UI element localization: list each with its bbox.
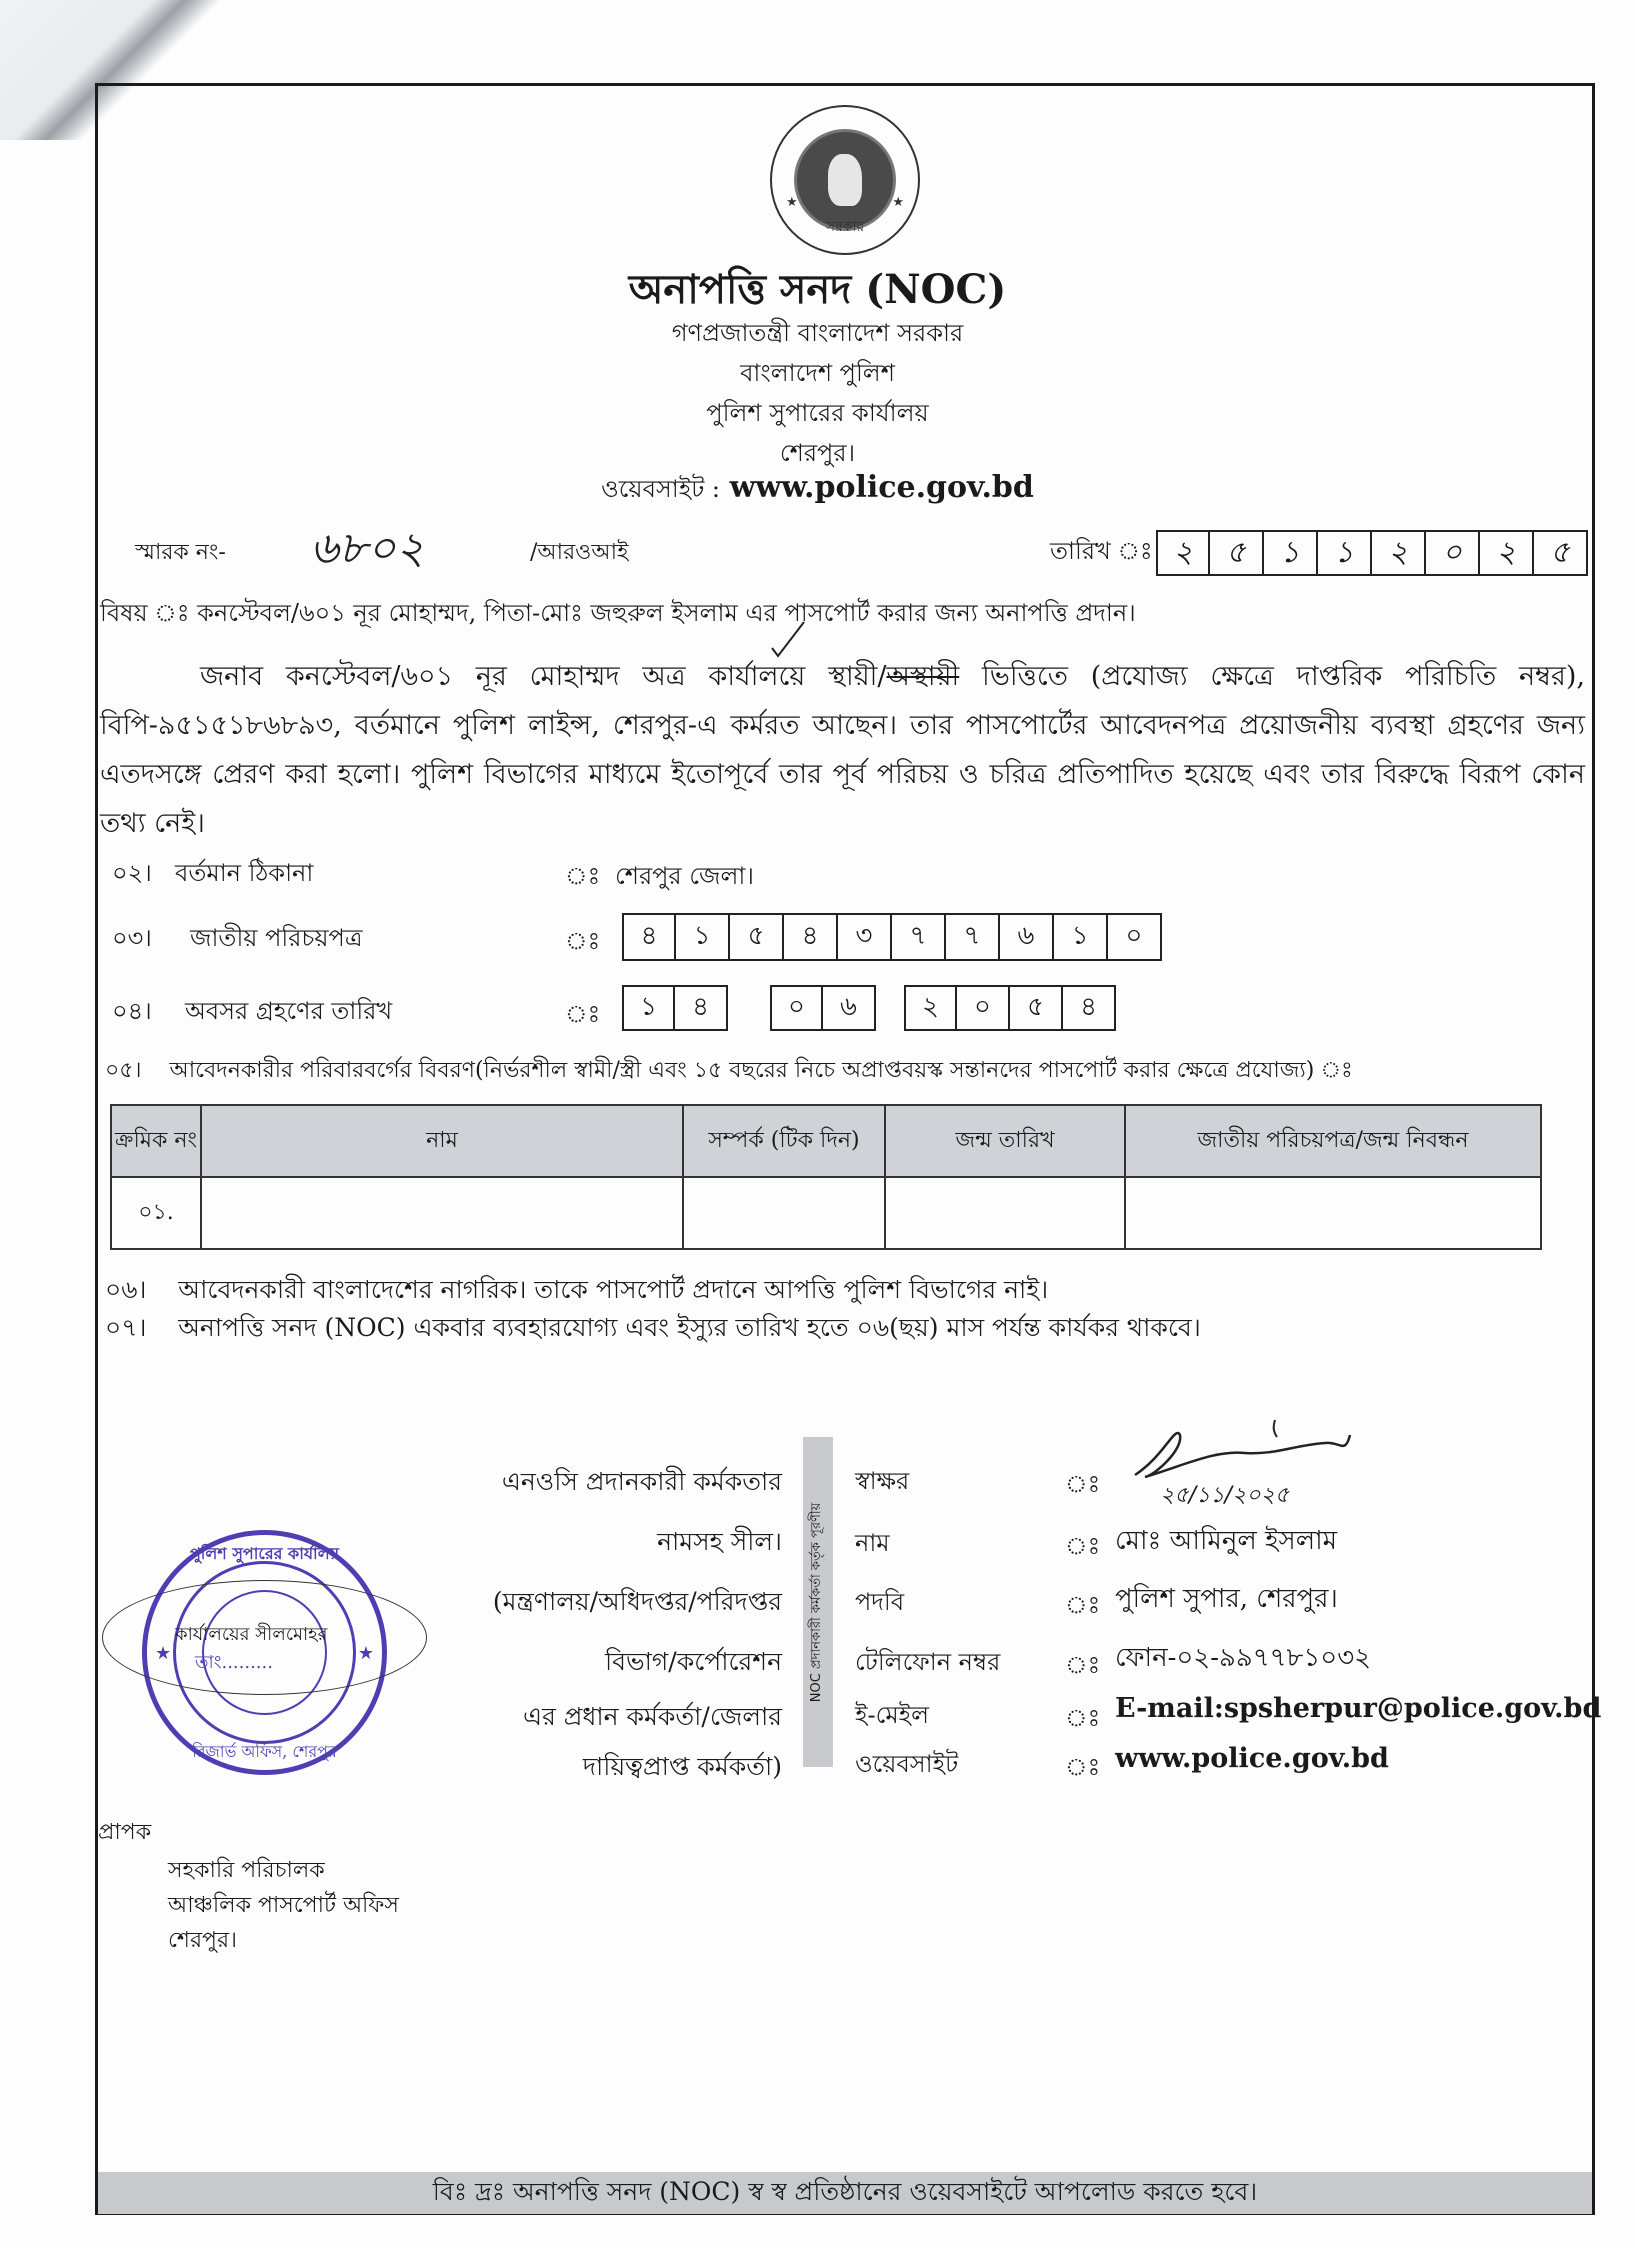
officer-left-line: বিভাগ/কর্পোরেশন xyxy=(604,1647,782,1676)
col-birthdate: জন্ম তারিখ xyxy=(885,1105,1125,1177)
body-paragraph xyxy=(100,652,1585,848)
date-digit: ২ xyxy=(1372,530,1426,576)
option-separator: / xyxy=(877,661,887,692)
col-nid-birthreg: জাতীয় পরিচয়পত্র/জন্ম নিবন্ধন xyxy=(1125,1105,1541,1177)
recipient-line: সহকারি পরিচালক xyxy=(168,1858,325,1883)
officer-website[interactable]: www.police.gov.bd xyxy=(1115,1743,1389,1774)
officer-left-line: (মন্ত্রণালয়/অধিদপ্তর/পরিদপ্তর xyxy=(492,1587,782,1616)
nid-digit: ০ xyxy=(1108,913,1162,961)
item-validity xyxy=(105,1308,1201,1351)
date-digit: ২ xyxy=(1156,530,1210,576)
nid-digit: ১ xyxy=(676,913,730,961)
officer-email[interactable]: E-mail:spsherpur@police.gov.bd xyxy=(1115,1693,1602,1724)
nid-digit: ৩ xyxy=(838,913,892,961)
body-part2: ভিত্তিতে (প্রযোজ্য ক্ষেত্রে দাপ্তরিক পরিচিতি নম্বর), বিপি-৯৫১৫১৮৬৮৯৩, বর্তমানে পুলিশ লাইন্স, শেরপুর-এ কর্মরত আছেন। তার পাসপোর্টের আবেদনপত্র প্রয়োজনীয় ব্যবস্থা গ্রহণের জন্য এতদসঙ্গে প্রেরণ করা হলো। পুলিশ বিভাগের মাধ্যমে ইতোপূর্বে তার পূর্ব পরিচয় ও চরিত্র প্রতিপাদিত হয়েছে এবং তার বিরুদ্ধে বিরূপ কোন তথ্য নেই। xyxy=(100,661,1585,839)
website-link[interactable]: www.police.gov.bd xyxy=(729,470,1034,505)
family-num: ০৫। xyxy=(105,1058,142,1083)
col-name: নাম xyxy=(201,1105,683,1177)
retirement-month-digit: ৬ xyxy=(823,985,876,1031)
field-colon: ঃ xyxy=(1065,1470,1101,1498)
nid-digit: ৫ xyxy=(730,913,784,961)
recipient-line: শেরপুর। xyxy=(168,1928,237,1953)
cell-birthdate xyxy=(885,1177,1125,1249)
validity-num: ০৭। xyxy=(105,1313,147,1342)
header-police: বাংলাদেশ পুলিশ xyxy=(740,359,895,387)
date-digit: ১ xyxy=(1318,530,1372,576)
cell-serial: ০১. xyxy=(111,1177,201,1249)
cell-name xyxy=(201,1177,683,1249)
date-digit: ৫ xyxy=(1534,530,1588,576)
field-label-email: ই-মেইল xyxy=(855,1701,930,1729)
nid-digit: ৬ xyxy=(1000,913,1054,961)
seal-top-text: পুলিশ সুপারের কার্যালয় xyxy=(189,1544,340,1563)
nid-digit: ৪ xyxy=(784,913,838,961)
retirement-colon: ঃ xyxy=(565,1000,601,1028)
date-digit: ১ xyxy=(1264,530,1318,576)
officer-left-line: এনওসি প্রদানকারী কর্মকতার xyxy=(501,1467,782,1496)
nid-label: জাতীয় পরিচয়পত্র xyxy=(190,924,363,952)
vertical-strip xyxy=(803,1437,833,1767)
item-citizen xyxy=(105,1270,1048,1313)
address-colon: ঃ xyxy=(565,862,601,890)
address-num: ০২। xyxy=(112,859,152,887)
seal-caption: কার্যালয়ের সীলমোহর xyxy=(175,1624,328,1645)
seal-date: তাং......... xyxy=(195,1652,273,1673)
memo-number: ৬৮০২ xyxy=(310,523,425,574)
nid-digit: ৪ xyxy=(622,913,676,961)
government-emblem xyxy=(770,105,920,255)
footer-note-text: বিঃ দ্রঃ অনাপত্তি সনদ (NOC) স্ব স্ব প্রতিষ্ঠানের ওয়েবসাইটে আপলোড করতে হবে। xyxy=(432,2176,1258,2206)
issue-date-boxes xyxy=(1156,530,1588,576)
field-label-designation: পদবি xyxy=(855,1588,905,1616)
website-label: ওয়েবসাইট : xyxy=(601,475,721,503)
officer-name: মোঃ আমিনুল ইসলাম xyxy=(1115,1526,1338,1556)
field-colon: ঃ xyxy=(1065,1704,1101,1732)
field-label-phone: টেলিফোন নম্বর xyxy=(855,1648,1001,1676)
star-icon: ★ xyxy=(155,1643,172,1664)
family-table xyxy=(110,1104,1542,1250)
table-row xyxy=(111,1177,1541,1249)
col-relation: সম্পর্ক (টিক দিন) xyxy=(683,1105,885,1177)
retirement-day-digit: ১ xyxy=(622,985,675,1031)
recipient-line: আঞ্চলিক পাসপোর্ট অফিস xyxy=(168,1893,399,1918)
officer-left-line: দায়িত্বপ্রাপ্ত কর্মকর্তা) xyxy=(582,1752,782,1781)
cell-relation xyxy=(683,1177,885,1249)
header-office: পুলিশ সুপারের কার্যালয় xyxy=(706,399,929,427)
officer-phone: ফোন-০২-৯৯৭৭৮১০৩২ xyxy=(1115,1643,1371,1673)
retirement-label: অবসর গ্রহণের তারিখ xyxy=(185,997,393,1025)
field-label-name: নাম xyxy=(855,1529,890,1557)
vertical-strip-text: NOC প্রদানকারী কর্মকর্তা কর্তৃক পূরণীয় xyxy=(809,1502,825,1702)
star-icon: ★ xyxy=(786,195,798,210)
retirement-num: ০৪। xyxy=(112,997,152,1025)
nid-colon: ঃ xyxy=(565,927,601,955)
retirement-day-digit: ৪ xyxy=(675,985,728,1031)
validity-text: অনাপত্তি সনদ (NOC) একবার ব্যবহারযোগ্য এবং ইস্যুর তারিখ হতে ০৬(ছয়) মাস পর্যন্ত কার্যকর থাকবে। xyxy=(178,1313,1201,1342)
header-government: গণপ্রজাতন্ত্রী বাংলাদেশ সরকার xyxy=(671,319,964,347)
field-colon: ঃ xyxy=(1065,1651,1101,1679)
memo-label: স্মারক নং- xyxy=(135,540,226,565)
permanent-option: স্থায়ী xyxy=(828,661,878,692)
subject-line: বিষয় ঃ কনস্টেবল/৬০১ নূর মোহাম্মদ, পিতা-মোঃ জহুরুল ইসলাম এর পাসপোর্ট করার জন্য অনাপত্তি প্রদান। xyxy=(100,599,1136,627)
retirement-year-boxes xyxy=(904,985,1116,1031)
field-label-website: ওয়েবসাইট xyxy=(855,1750,959,1778)
recipient-heading: প্রাপক xyxy=(98,1820,152,1845)
field-colon: ঃ xyxy=(1065,1753,1101,1781)
retirement-month-boxes xyxy=(770,985,876,1031)
col-serial: ক্রমিক নং xyxy=(111,1105,201,1177)
retirement-day-boxes xyxy=(622,985,728,1031)
retirement-year-digit: ০ xyxy=(957,985,1010,1031)
officer-left-line: নামসহ সীল। xyxy=(657,1527,782,1556)
header-website xyxy=(0,470,1635,511)
memo-suffix: /আরওআই xyxy=(530,540,629,565)
field-label-signature: স্বাক্ষর xyxy=(855,1467,910,1495)
nid-digit: ৭ xyxy=(946,913,1000,961)
document-title: অনাপত্তি সনদ (NOC) xyxy=(628,266,1007,313)
field-colon: ঃ xyxy=(1065,1591,1101,1619)
date-label: তারিখ ঃ xyxy=(1050,537,1153,565)
nid-num: ০৩। xyxy=(112,924,152,952)
footer-note xyxy=(98,2172,1592,2214)
retirement-year-digit: ২ xyxy=(904,985,957,1031)
seal-bottom-text: রিজার্ভ অফিস, শেরপুর xyxy=(192,1742,337,1761)
retirement-year-digit: ৪ xyxy=(1063,985,1116,1031)
family-heading xyxy=(105,1053,1353,1090)
star-icon: ★ xyxy=(892,195,904,210)
nid-digit: ১ xyxy=(1054,913,1108,961)
family-text: আবেদনকারীর পরিবারবর্গের বিবরণ(নির্ভরশীল স্বামী/স্ত্রী এবং ১৫ বছরের নিচে অপ্রাপ্তবয়স্ক সন্তানদের পাসপোর্ট করার ক্ষেত্রে প্রযোজ্য) ঃ xyxy=(169,1058,1353,1083)
cell-nid xyxy=(1125,1177,1541,1249)
address-value: শেরপুর জেলা। xyxy=(615,862,754,890)
officer-designation: পুলিশ সুপার, শেরপুর। xyxy=(1115,1584,1338,1614)
date-digit: ২ xyxy=(1480,530,1534,576)
address-label: বর্তমান ঠিকানা xyxy=(175,859,314,887)
retirement-year-digit: ৫ xyxy=(1010,985,1063,1031)
star-icon: ★ xyxy=(357,1643,374,1664)
date-digit: ৫ xyxy=(1210,530,1264,576)
field-colon: ঃ xyxy=(1065,1532,1101,1560)
body-part1: জনাব কনস্টেবল/৬০১ নূর মোহাম্মদ অত্র কার্যালয়ে xyxy=(200,661,829,692)
temporary-option-struck: অস্থায়ী xyxy=(886,661,960,692)
citizen-num: ০৬। xyxy=(105,1275,147,1304)
nid-boxes xyxy=(622,913,1162,961)
nid-digit: ৭ xyxy=(892,913,946,961)
retirement-month-digit: ০ xyxy=(770,985,823,1031)
citizen-text: আবেদনকারী বাংলাদেশের নাগরিক। তাকে পাসপোর্ট প্রদানে আপত্তি পুলিশ বিভাগের নাই। xyxy=(178,1275,1049,1304)
family-table-header xyxy=(111,1105,1541,1177)
header-district: শেরপুর। xyxy=(779,439,856,467)
emblem-bottom-text: সরকার xyxy=(825,219,865,235)
officer-left-line: এর প্রধান কর্মকর্তা/জেলার xyxy=(523,1702,782,1731)
date-digit: ০ xyxy=(1426,530,1480,576)
signature-date: ২৫/১১/২০২৫ xyxy=(1160,1483,1290,1508)
